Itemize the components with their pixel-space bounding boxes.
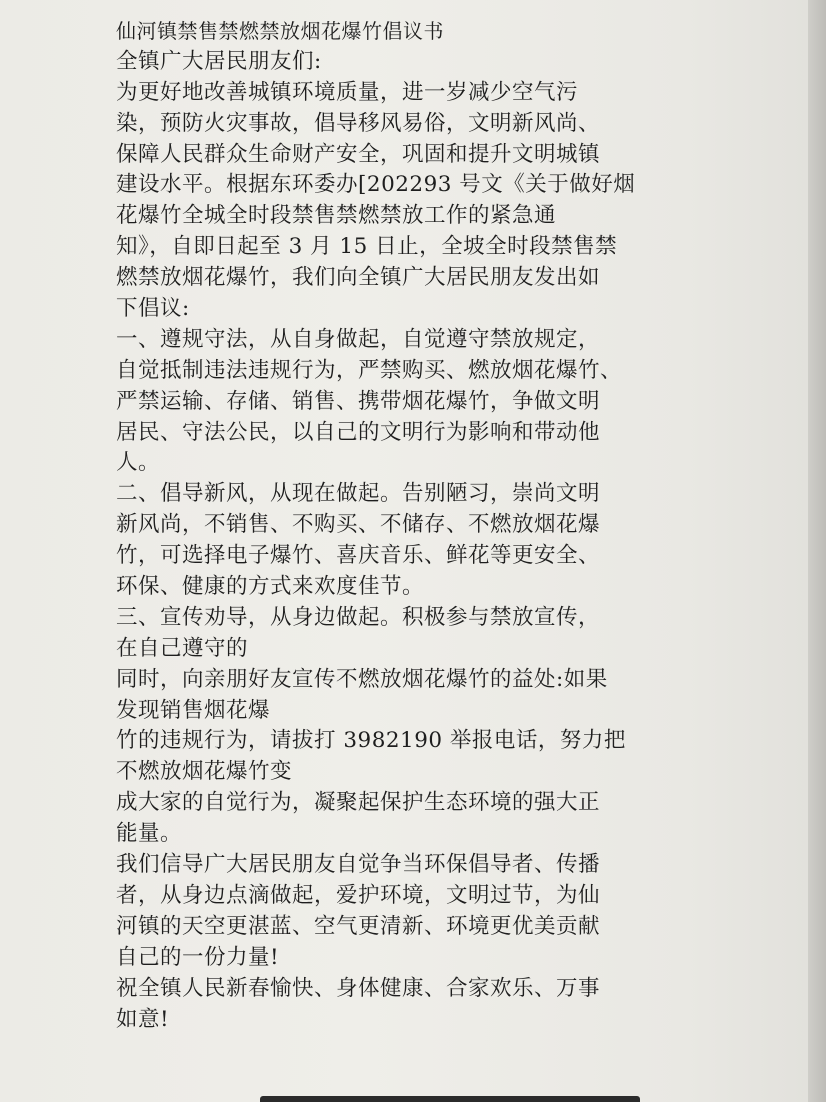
text-line: 为更好地改善城镇环境质量，进一岁减少空气污 [116,79,579,105]
text-line: 竹，可选择电子爆竹、喜庆音乐、鲜花等更安全、 [116,543,601,569]
text-line: 花爆竹全城全时段禁售禁燃禁放工作的紧急通 [116,203,557,229]
text-line: 发现销售烟花爆 [116,697,271,723]
salutation: 全镇广大居民朋友们: [116,48,322,74]
text-line: 建设水平。根据东环委办[202293 号文《关于做好烟 [116,172,636,198]
text-line: 严禁运输、存储、销售、携带烟花爆竹，争做文明 [116,388,601,414]
text-line: 能量。 [116,821,183,847]
text-line: 居民、守法公民，以自己的文明行为影响和带动他 [116,419,601,445]
text-line: 染，预防火灾事故，倡导移风易俗，文明新风尚、 [116,110,601,136]
text-line: 成大家的自觉行为，凝聚起保护生态环境的强大正 [116,790,601,816]
document-body [116,16,806,1035]
text-line: 祝全镇人民新春愉快、身体健康、合家欢乐、万事 [116,975,601,1001]
text-line: 三、宣传劝导，从身边做起。积极参与禁放宣传， [116,604,601,630]
text-line: 不燃放烟花爆竹变 [116,759,293,785]
text-line: 河镇的天空更湛蓝、空气更清新、环境更优美贡献 [116,913,601,939]
text-line: 同时，向亲朋好友宣传不燃放烟花爆竹的益处:如果 [116,666,608,692]
text-line: 知》，自即日起至 3 月 15 日止，全坡全时段禁售禁 [116,234,618,260]
document-title: 仙河镇禁售禁燃禁放烟花爆竹倡议书 [116,19,444,43]
text-line: 我们信导广大居民朋友自觉争当环保倡导者、传播 [116,852,601,878]
text-line: 环保、健康的方式来欢度佳节。 [116,574,425,600]
text-line: 二、倡导新风，从现在做起。告别陋习，崇尚文明 [116,481,601,507]
text-line: 新风尚，不销售、不购买、不储存、不燃放烟花爆 [116,512,601,538]
text-line: 保障人民群众生命财产安全，巩固和提升文明城镇 [116,141,601,167]
text-line: 下倡议: [116,296,190,322]
text-line: 燃禁放烟花爆竹，我们向全镇广大居民朋友发出如 [116,265,601,291]
text-line: 竹的违规行为，请拔打 3982190 举报电话，努力把 [116,728,626,754]
text-line: 自觉抵制违法违规行为，严禁购买、燃放烟花爆竹、 [116,357,623,383]
text-line: 如意! [116,1006,170,1032]
bottom-shadow [260,1096,640,1102]
text-line: 一、遵规守法，从自身做起，自觉遵守禁放规定， [116,326,601,352]
page-edge-shadow [808,0,826,1102]
document-text [116,78,806,1036]
text-line: 人。 [116,450,161,476]
text-line: 自己的一份力量! [116,944,280,970]
text-line: 者，从身边点滴做起，爱护环境，文明过节，为仙 [116,882,601,908]
text-line: 在自己遵守的 [116,635,249,661]
